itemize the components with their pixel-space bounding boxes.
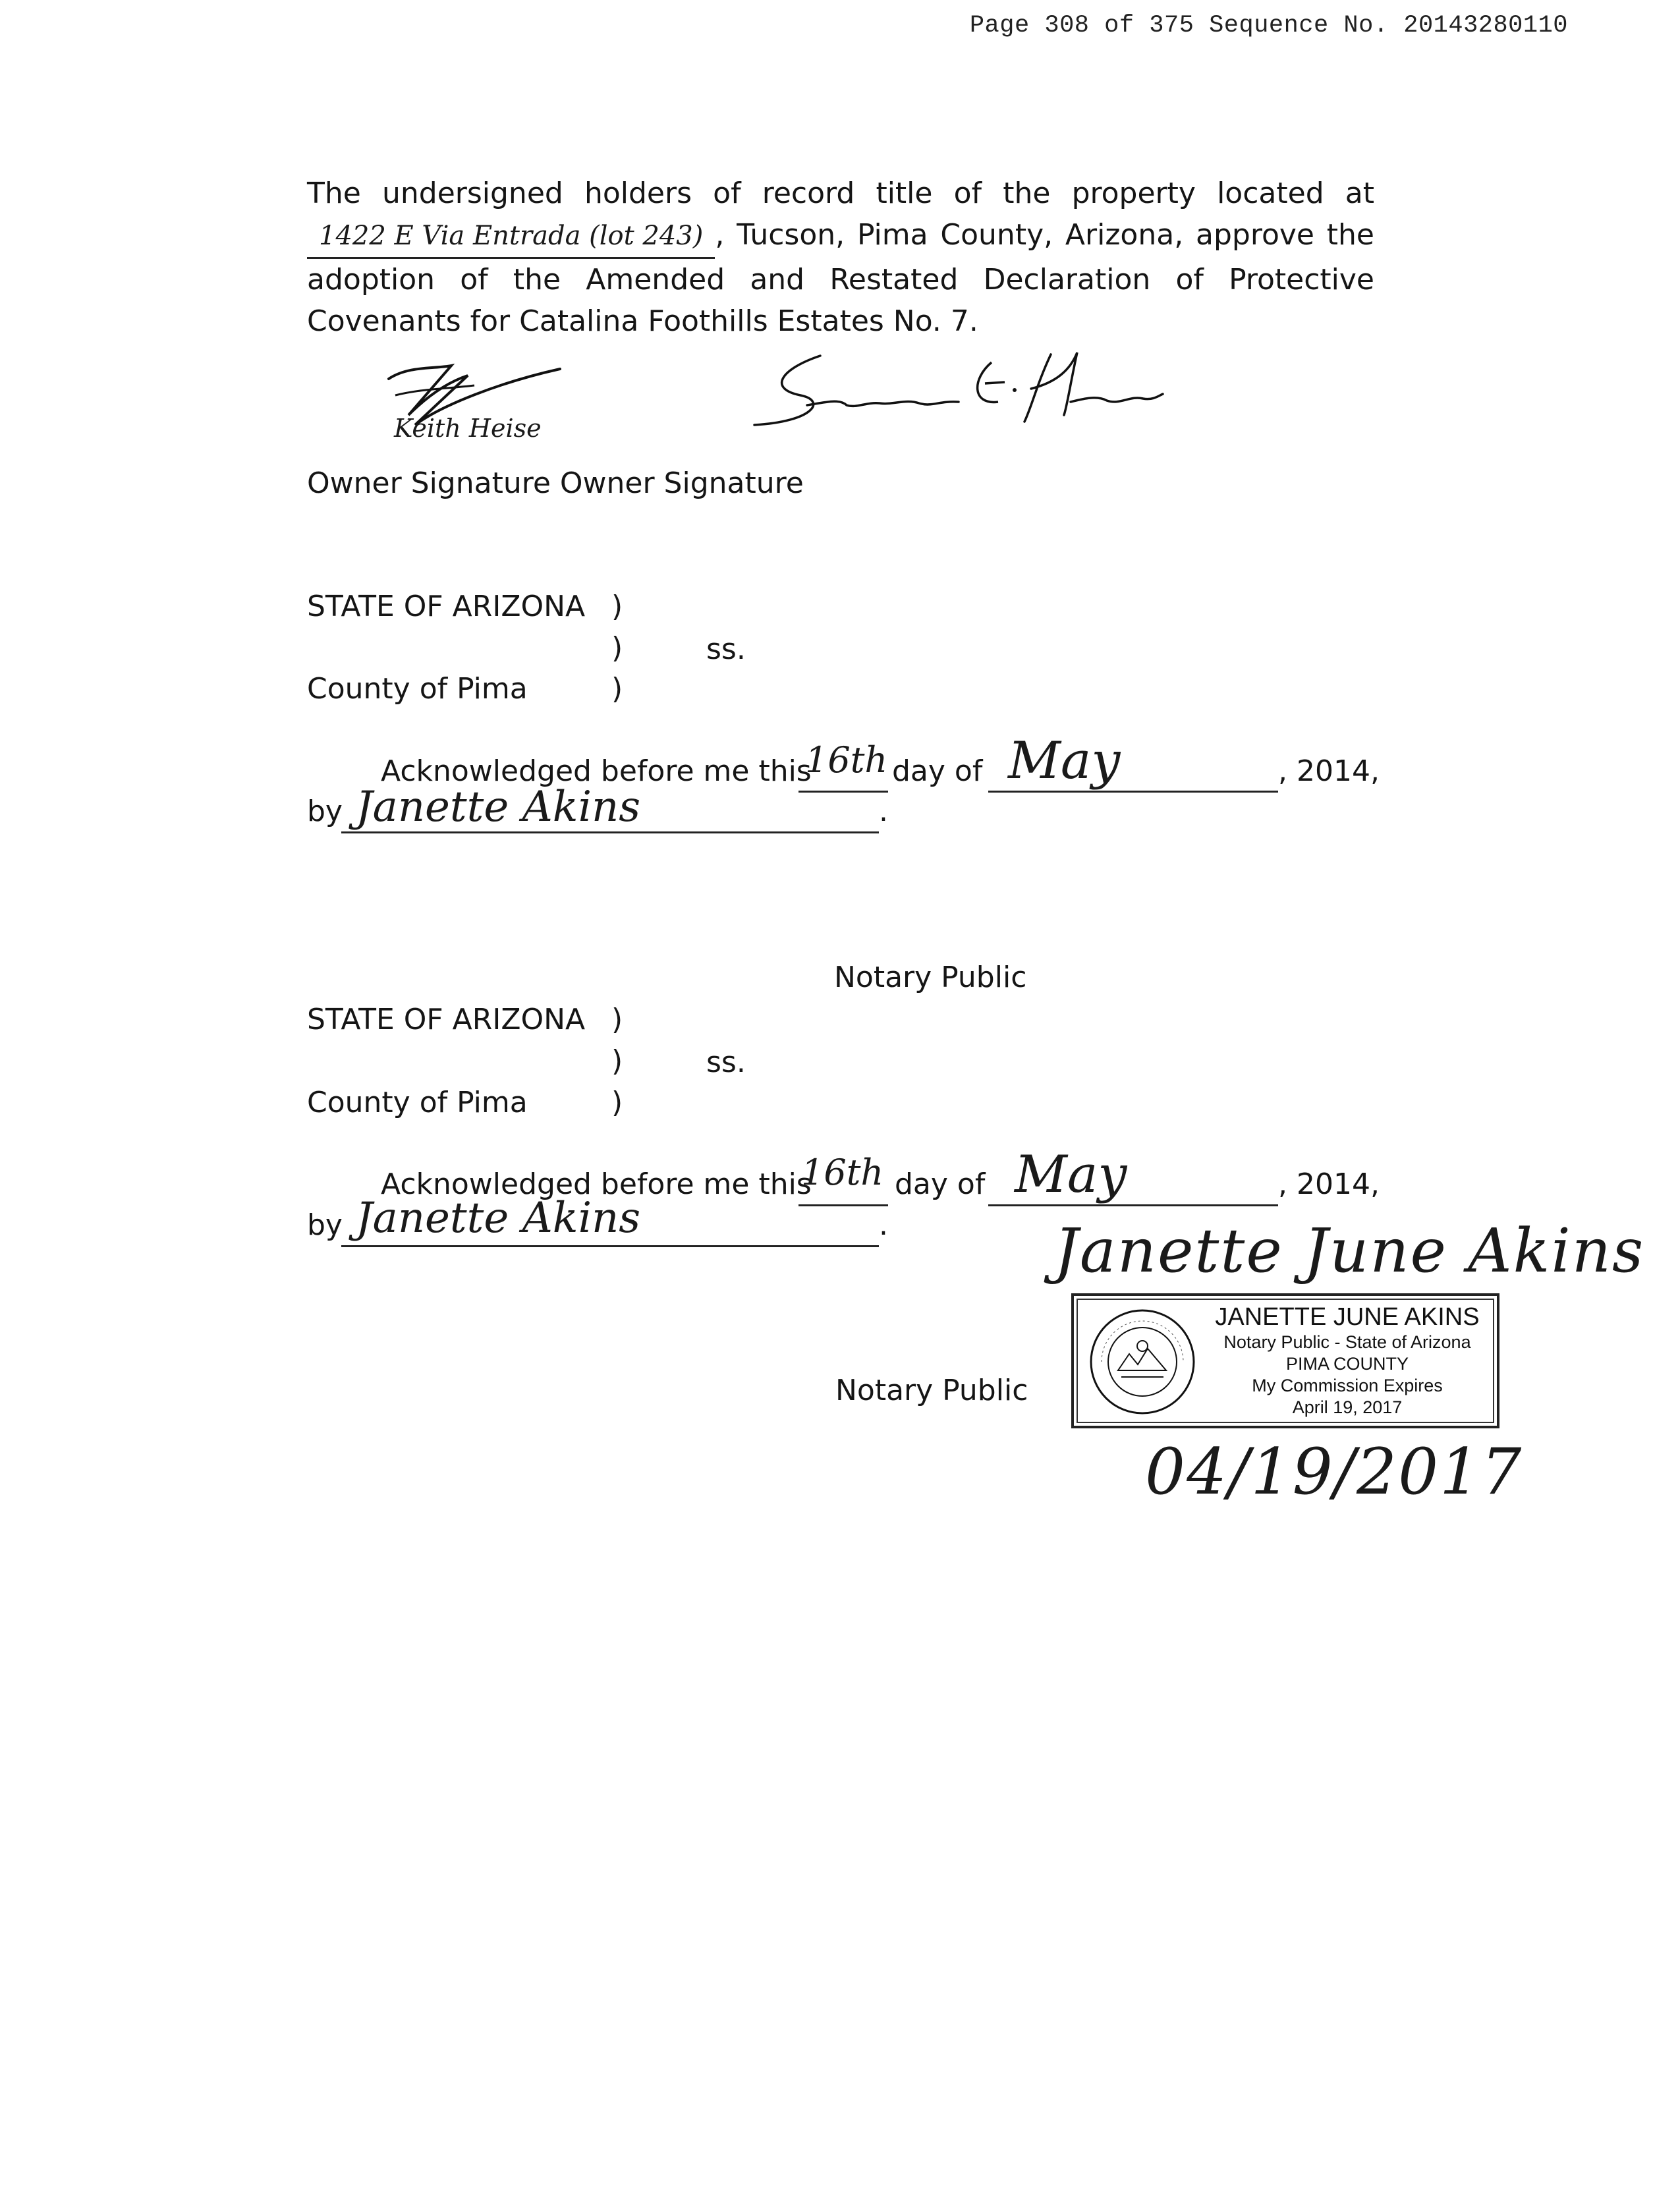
notary-stamp-line1: Notary Public - State of Arizona <box>1223 1332 1471 1352</box>
notary-public-label-1: Notary Public <box>834 961 1027 994</box>
venue-county-1: County of Pima <box>307 672 528 706</box>
notary-public-label-2: Notary Public <box>835 1374 1028 1407</box>
notary-stamp-line2: PIMA COUNTY <box>1285 1354 1409 1374</box>
notary-signature: Janette June Akins <box>1054 1216 1645 1286</box>
ss-label-2: ss. <box>706 1046 746 1079</box>
notary-stamp-text <box>1199 1303 1496 1418</box>
ack-year-2: , 2014, <box>1278 1167 1380 1201</box>
owner-signature-1-printed: Keith Heise <box>394 414 542 443</box>
ack-month-1: May <box>1008 731 1121 791</box>
venue-state-1: STATE OF ARIZONA <box>307 590 586 623</box>
ack-by-name-2: Janette Akins <box>356 1194 641 1243</box>
ack-prefix-1: Acknowledged before me this <box>381 754 812 788</box>
notary-stamp-line3: My Commission Expires <box>1252 1376 1443 1395</box>
ack-day-1: 16th <box>805 739 888 781</box>
paragraph-intro: The undersigned holders of record title of the property located at <box>307 177 1374 210</box>
paren-1a: ) <box>611 590 623 623</box>
property-address-field: 1422 E Via Entrada (lot 243) <box>307 215 715 259</box>
ack-month-2: May <box>1015 1145 1127 1204</box>
venue-county-2: County of Pima <box>307 1086 528 1119</box>
commission-expiry-handwritten: 04/19/2017 <box>1145 1435 1523 1509</box>
paren-1c: ) <box>611 672 623 706</box>
venue-state-2: STATE OF ARIZONA <box>307 1003 586 1036</box>
day-line-2 <box>798 1204 888 1206</box>
ack-year-1: , 2014, <box>1278 754 1380 788</box>
notary-stamp-name: JANETTE JUNE AKINS <box>1215 1303 1480 1331</box>
by-period-2: . <box>879 1208 888 1242</box>
day-of-2: day of <box>895 1167 986 1201</box>
paren-1b: ) <box>611 631 623 665</box>
page-header: Page 308 of 375 Sequence No. 20143280110 <box>969 12 1568 40</box>
by-line-2 <box>341 1245 879 1247</box>
arizona-seal-icon <box>1088 1308 1196 1416</box>
owner-signature-label: Owner Signature Owner Signature <box>307 466 804 500</box>
ss-label-1: ss. <box>706 632 746 666</box>
approval-paragraph <box>307 173 1374 342</box>
ack-day-2: 16th <box>801 1152 884 1193</box>
ack-by-name-1: Janette Akins <box>356 783 641 831</box>
by-label-1: by <box>307 795 343 828</box>
notary-stamp <box>1071 1293 1499 1428</box>
day-line-1 <box>798 791 888 793</box>
notary-stamp-line4: April 19, 2017 <box>1292 1397 1403 1417</box>
month-line-1 <box>988 791 1278 793</box>
paren-2b: ) <box>611 1044 623 1078</box>
by-period-1: . <box>879 795 888 828</box>
paren-2a: ) <box>611 1003 623 1036</box>
by-line-1 <box>341 831 879 833</box>
paragraph-rest: , Tucson, Pima County, Arizona, approve the adoption of the Amended and Restated Declaration of Protective Covenants for Catalina Foothills Estates No. 7. <box>307 218 1374 338</box>
by-label-2: by <box>307 1208 343 1242</box>
paren-2c: ) <box>611 1086 623 1119</box>
owner-signature-2 <box>741 343 1163 435</box>
ack-prefix-2: Acknowledged before me this <box>381 1167 812 1201</box>
day-of-1: day of <box>892 754 983 788</box>
month-line-2 <box>988 1204 1278 1206</box>
